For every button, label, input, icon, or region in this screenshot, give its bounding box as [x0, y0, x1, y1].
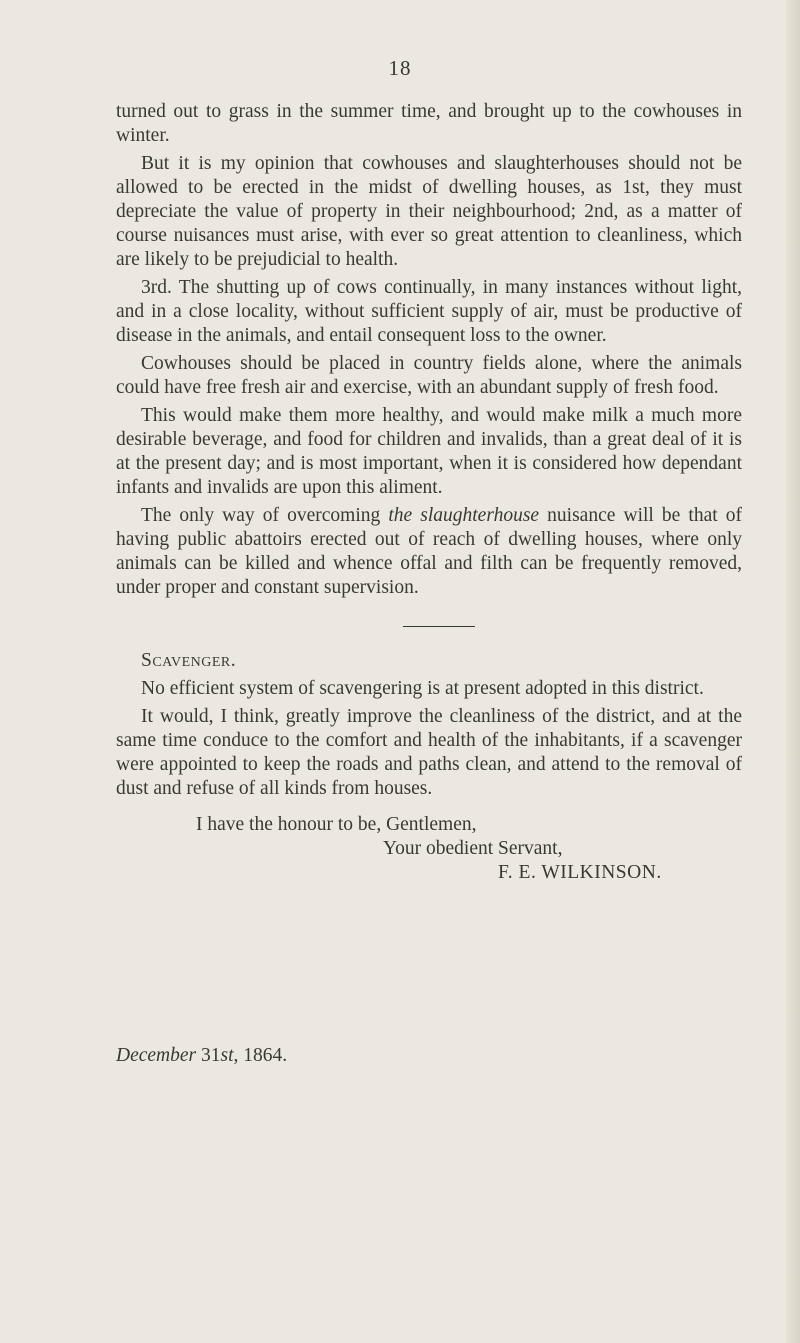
paragraph: But it is my opinion that cowhouses and slaughterhouses should not be allowed to be erected in the midst of dwelling houses, as 1st, they must depreciate the value of property in their neighbourhood; 2nd, as a matter of course nuisances must arise, with ever so great attention to cleanliness, which are likely to be prejudicial to health.: [116, 153, 742, 270]
paragraph: turned out to grass in the summer time, and brought up to the cowhouses in winter.: [116, 101, 742, 146]
paragraph: It would, I think, greatly improve the cleanliness of the district, and at the same time conduce to the comfort and health of the inhabitants, if a scavenger were appointed to keep the roads and paths clean, and attend to the removal of dust and refuse of all kinds from houses.: [116, 706, 742, 799]
signature: F. E. WILKINSON.: [498, 862, 662, 883]
emphasized-text: the slaughterhouse: [388, 505, 540, 526]
date-day: 31: [201, 1045, 221, 1066]
paragraph-text: nuisance will be that of having public abattoirs erected out of reach of dwelling houses, where only animals can be killed and whence offal and filth can be frequently removed, under proper and constant supervision.: [116, 505, 743, 598]
paragraph-text: The only way of overcoming: [141, 505, 389, 526]
paragraph: 3rd. The shutting up of cows continually, in many instances without light, and in a close locality, without sufficient supply of air, must be productive of disease in the animals, and entail consequent loss to the owner.: [116, 277, 742, 346]
closing-salutation: I have the honour to be, Gentlemen,: [196, 814, 477, 835]
date-month: December: [116, 1045, 197, 1066]
section-heading: Scavenger.: [141, 650, 237, 671]
closing-servant: Your obedient Servant,: [383, 838, 563, 859]
closing-block: [116, 813, 742, 885]
date-suffix: st: [220, 1045, 234, 1066]
paragraph: Cowhouses should be placed in country fields alone, where the animals could have free fresh air and exercise, with an abundant supply of fresh food.: [116, 353, 742, 398]
abattoir-paragraph: [116, 504, 742, 600]
paragraph: No efficient system of scavengering is at present adopted in this district.: [141, 678, 704, 699]
document-body: [116, 100, 742, 885]
letter-date: [116, 1045, 287, 1067]
paragraph: This would make them more healthy, and would make milk a much more desirable beverage, and food for children and invalids, than a great deal of it is at the present day; and is most important, when it is considered how dependant infants and invalids are upon this aliment.: [116, 405, 742, 498]
page-number: 18: [388, 56, 412, 80]
section-divider: [403, 626, 475, 627]
date-year: , 1864.: [233, 1045, 288, 1066]
